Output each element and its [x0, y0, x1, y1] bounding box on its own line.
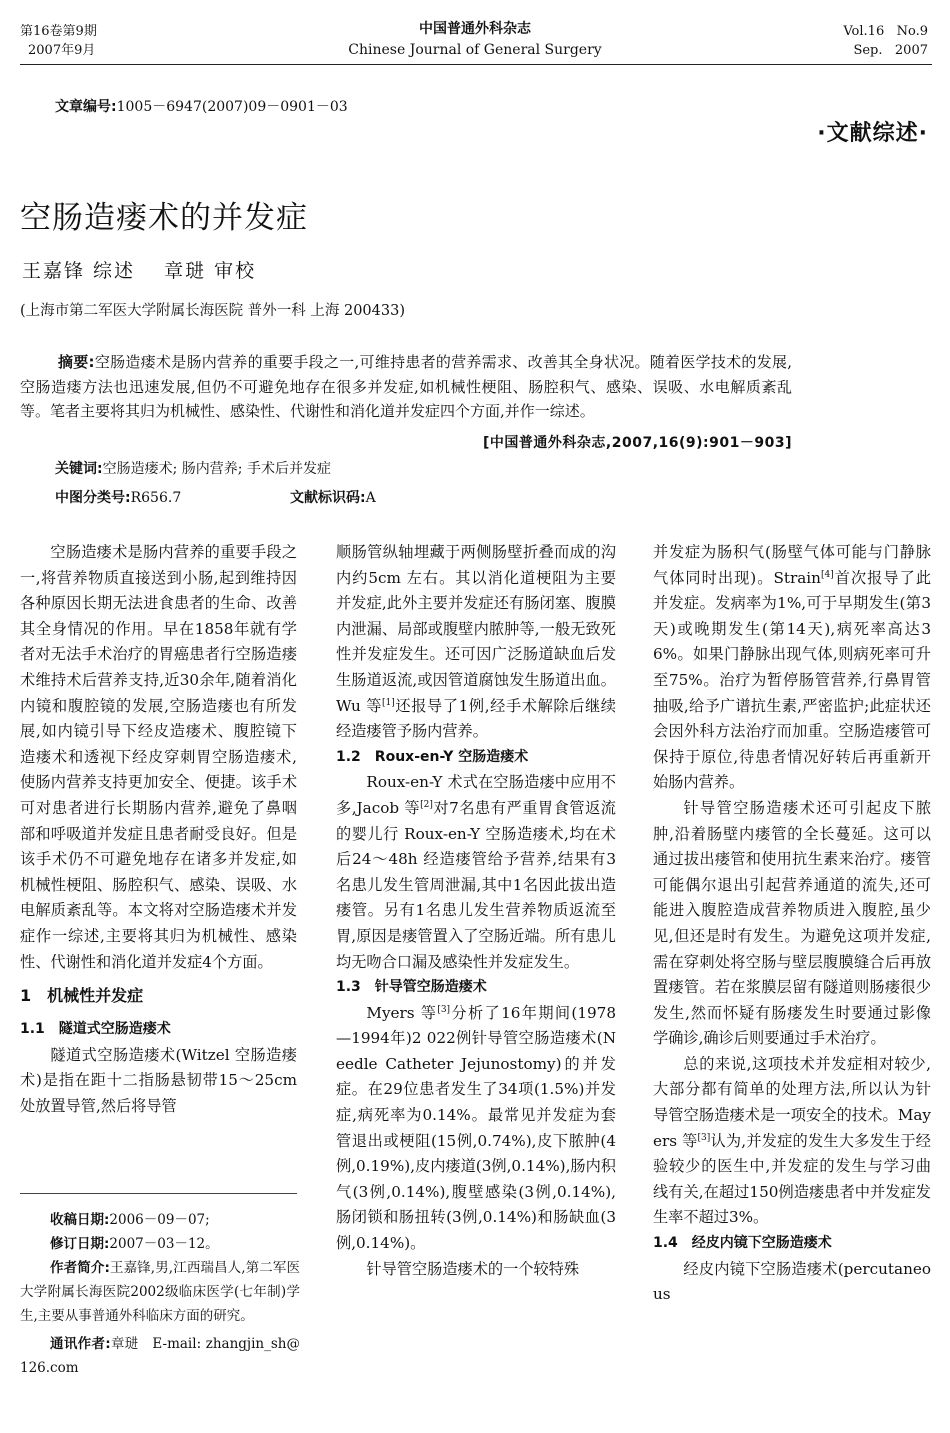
- journal-name-en: Chinese Journal of General Surgery: [348, 42, 602, 58]
- ref-3b: [3]: [697, 1132, 711, 1143]
- abstract: [20, 350, 792, 424]
- corr-label: 通讯作者:: [50, 1336, 111, 1352]
- corr-text: 章琎 E-mail: zhangjin_sh@126.com: [20, 1336, 300, 1376]
- heading-mechanical-complications: 1 机械性并发症: [20, 986, 144, 1006]
- text-span: 总的来说,这项技术并发症相对较少,大部分都有简单的处理方法,所以认为针导管空肠造瘘术是一项安全的技术。Mayers 等: [653, 1054, 931, 1150]
- paragraph-needle-catheter: [336, 1001, 616, 1257]
- article-id-label: 文章编号:: [55, 99, 117, 115]
- paragraph-peg-j: 经皮内镜下空肠造瘘术(percutaneous: [653, 1259, 931, 1304]
- paragraph-summary: [653, 1052, 931, 1231]
- paragraph-witzel: 隧道式空肠造瘘术(Witzel 空肠造瘘术)是指在距十二指肠悬韧带15～25cm 处放置导管,然后将导管: [20, 1045, 297, 1115]
- author-bio: [20, 1256, 300, 1328]
- ref-4: [4]: [820, 569, 834, 580]
- article-id: [55, 96, 348, 116]
- revised-label: 修订日期:: [50, 1236, 110, 1252]
- text-span: 还报导了1例,经手术解除后继续经造瘘管予肠内营养。: [336, 696, 616, 741]
- revised-value: 2007－03－12。: [109, 1236, 219, 1252]
- text-span: Roux-en-Y 术式在空肠造瘘中应用不多,Jacob 等: [336, 773, 616, 817]
- ref-2: [2]: [420, 799, 433, 810]
- paragraph-pneumatosis: [653, 540, 931, 796]
- corresponding-author: [20, 1332, 300, 1380]
- received-date: [20, 1208, 300, 1232]
- keywords-label: 关键词:: [55, 461, 103, 477]
- date-en: Sep. 2007: [853, 43, 928, 58]
- column-1: [20, 540, 297, 1119]
- paragraph-roux-en-y: [336, 770, 616, 975]
- footnote-rule: [20, 1193, 297, 1194]
- volume-issue-cn: 第16卷第9期: [20, 24, 97, 39]
- affiliation: (上海市第二军医大学附属长海医院 普外一科 上海 200433): [20, 303, 405, 319]
- article-title: 空肠造瘘术的并发症: [20, 200, 308, 236]
- abstract-label: 摘要:: [58, 353, 95, 371]
- date-cn: 2007年9月: [28, 43, 96, 58]
- heading-1-2: 1.2 Roux-en-Y 空肠造瘘术: [336, 748, 529, 765]
- citation: [中国普通外科杂志,2007,16(9):901－903]: [483, 435, 792, 451]
- clc-label: 中图分类号:: [55, 490, 131, 506]
- footnote: [20, 1208, 300, 1380]
- paragraph-needle-catheter-2: 针导管空肠造瘘术的一个较特殊: [366, 1259, 580, 1278]
- text-span: 首次报导了此并发症。发病率为1%,可于早期发生(第3天)或晚期发生(第14天),病死率高达36%。如果门静脉出现气体,则病死率可升至75%。治疗为暂停肠管营养,行鼻胃管抽吸,给予广谱抗生素,严密监护;此症状还会因外科方法治疗而加重。空肠造瘘管可保持于原位,待患者情况好转后再重新开始肠内营养。: [653, 568, 932, 792]
- received-value: 2006－09－07;: [109, 1212, 210, 1228]
- text-span: 顺肠管纵轴埋藏于两侧肠壁折叠而成的沟内约5cm 左右。其以消化道梗阻为主要并发症,此外主要并发症还有肠闭塞、腹膜内泄漏、局部或腹壁内脓肿等,一般无致死性并发症发生。还可因广泛肠道缺血后发生肠道返流,或因管道腐蚀发生肠道出血。Wu 等: [336, 543, 616, 715]
- document-code-label: 文献标识码:: [290, 490, 366, 506]
- intro-paragraph: 空肠造瘘术是肠内营养的重要手段之一,将营养物质直接送到小肠,起到维持因各种原因长期无法进食患者的生命、改善其全身情况的作用。早在1858年就有学者对无法手术治疗的胃癌患者行空肠造瘘术维持术后营养支持,近30余年,随着消化内镜和腹腔镜的发展,空肠造瘘也有所发展,如内镜引导下经皮造瘘术、腹腔镜下造瘘术和透视下经皮穿刺胃空肠造瘘术,使肠内营养支持更加安全、便捷。该手术可对患者进行长期肠内营养,避免了鼻咽部和呼吸道并发症且患者耐受良好。但是该手术仍不可避免地存在诸多并发症,如机械性梗阻、肠腔积气、感染、误吸、水电解质紊乱等。本文将对空肠造瘘术并发症作一综述,主要将其归为机械性、感染性、代谢性和消化道并发症4个方面。: [20, 543, 297, 971]
- bio-label: 作者简介:: [50, 1260, 110, 1276]
- article-id-value: 1005－6947(2007)09－0901－03: [116, 99, 348, 115]
- abstract-text: 空肠造瘘术是肠内营养的重要手段之一,可维持患者的营养需求、改善其全身状况。随着医学技术的发展,空肠造瘘方法也迅速发展,但仍不可避免地存在很多并发症,如机械性梗阻、肠腔积气、感染、误吸、水电解质紊乱等。笔者主要将其归为机械性、感染性、代谢性和消化道并发症四个方面,并作一综述。: [20, 353, 793, 420]
- received-label: 收稿日期:: [50, 1212, 110, 1228]
- text-span: 对7名患有严重胃食管返流的婴儿行 Roux-en-Y 空肠造瘘术,均在术后24～48h 经造瘘管给予营养,结果有3名患儿发生管周泄漏,其中1名因此拔出造瘘管。另有1名患儿发生营养物质返流至胃,原因是瘘管置入了空肠近端。所有患儿均无吻合口漏及感染性并发症发生。: [336, 798, 616, 971]
- clc-value: R656.7: [130, 490, 182, 506]
- text-span: 认为,并发症的发生大多发生于经验较少的医生中,并发症的发生与学习曲线有关,在超过150例造瘘患者中并发症发生率不超过3%。: [653, 1131, 931, 1227]
- document-code: [290, 487, 376, 507]
- text-span: 分析了16年期间(1978—1994年)2 022例针导管空肠造瘘术(Needle Catheter Jejunostomy)的并发症。在29位患者发生了34项(1.5%)并发症,病死率为0.14%。最常见并发症为套管退出或梗阻(15例,0.74%),皮下脓肿(4例,0.19%),皮内瘘道(3例,0.14%),肠内积气(3例,0.14%),腹壁感染(3例,0.14%),肠闭锁和肠扭转(3例,0.14%)和肠缺血(3例,0.14%)。: [336, 1003, 616, 1253]
- column-3: [653, 540, 931, 1308]
- column-2: [336, 540, 616, 1282]
- heading-1-3: 1.3 针导管空肠造瘘术: [336, 979, 487, 996]
- clc-number: [55, 487, 181, 507]
- heading-1-1: 1.1 隧道式空肠造瘘术: [20, 1021, 171, 1038]
- volume-issue-en: Vol.16 No.9: [843, 24, 928, 39]
- keywords-value: 空肠造瘘术; 肠内营养; 手术后并发症: [102, 461, 331, 477]
- revised-date: [20, 1232, 300, 1256]
- journal-name-cn: 中国普通外科杂志: [419, 21, 531, 37]
- header-rule: [20, 64, 932, 65]
- author-line: 王嘉锋 综述 章琎 审校: [22, 260, 257, 282]
- ref-1: [1]: [382, 697, 395, 708]
- keywords: [55, 458, 331, 478]
- paragraph-witzel-cont: [336, 540, 616, 745]
- text-span: 并发症为肠积气(肠壁气体可能与门静脉气体同时出现)。Strain: [653, 543, 931, 587]
- heading-1-4: 1.4 经皮内镜下空肠造瘘术: [653, 1235, 832, 1252]
- document-code-value: A: [365, 490, 376, 506]
- ref-3: [3]: [437, 1004, 451, 1015]
- bio-text: 王嘉锋,男,江西瑞昌人,第二军医大学附属长海医院2002级临床医学(七年制)学生,主要从事普通外科临床方面的研究。: [20, 1260, 300, 1324]
- paragraph-abscess: 针导管空肠造瘘术还可引起皮下脓肿,沿着肠壁内瘘管的全长蔓延。这可以通过拔出瘘管和使用抗生素来治疗。瘘管可能偶尔退出引起营养通道的流失,还可能进入腹腔造成营养物质进入腹腔,虽少见,但还是时有发生。为避免这项并发症,需在穿刺处将空肠与壁层腹膜缝合后再放置瘘管。若在浆膜层留有隧道则肠瘘很少发生,然而怀疑有肠瘘发生时要通过影像学确诊,确诊后则要通过手术治疗。: [653, 798, 931, 1048]
- text-span: Myers 等: [366, 1003, 438, 1022]
- section-label: ·文献综述·: [817, 121, 928, 146]
